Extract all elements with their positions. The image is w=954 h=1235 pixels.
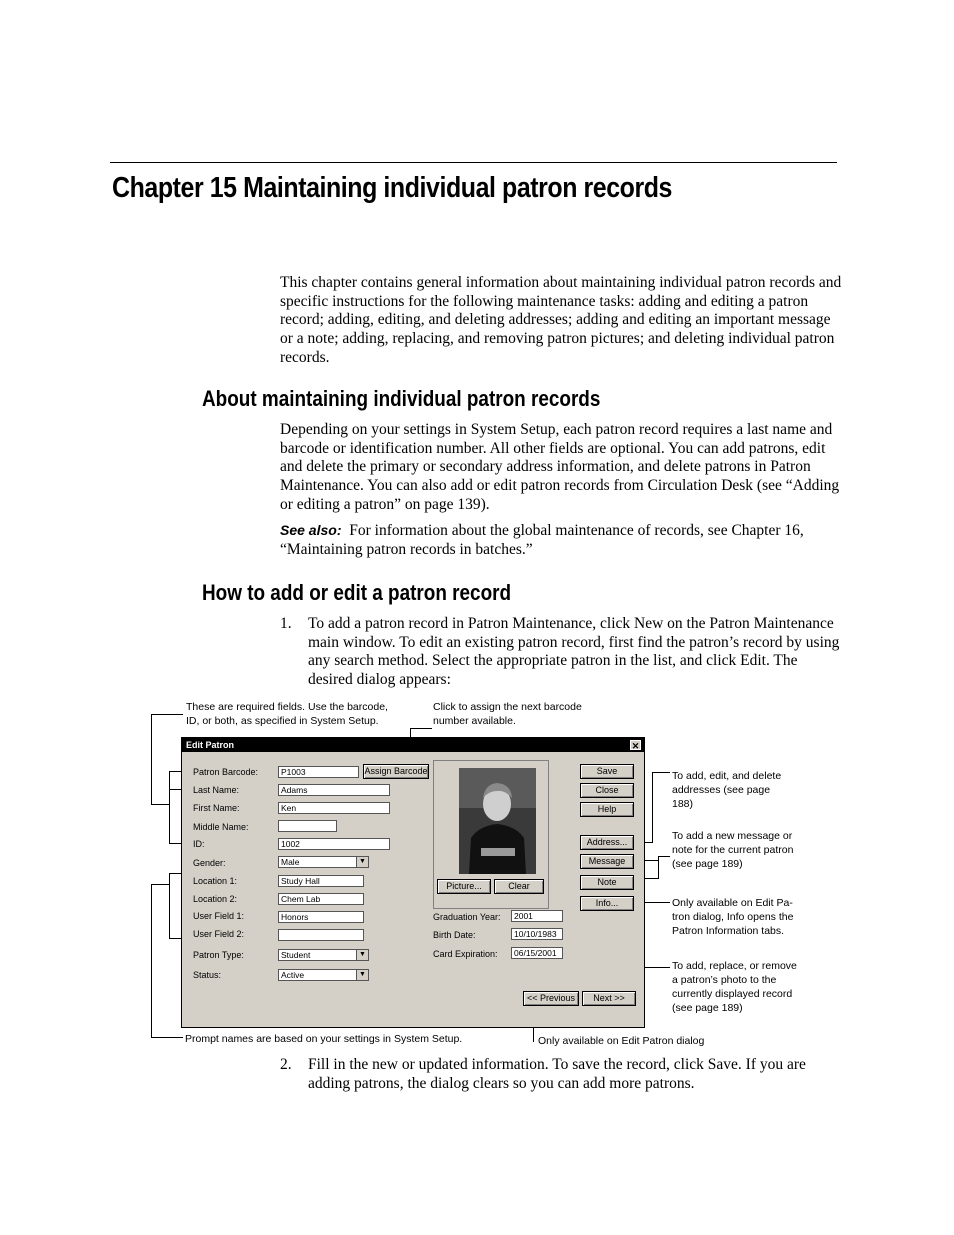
chevron-down-icon[interactable]: ▼	[356, 970, 368, 980]
callout-prompt-names: Prompt names are based on your settings in System Setup.	[185, 1033, 463, 1045]
label-card-expiration: Card Expiration:	[433, 949, 498, 959]
label-user-field-2: User Field 2:	[193, 929, 245, 939]
label-user-field-1: User Field 1:	[193, 911, 245, 921]
label-location-1: Location 1:	[193, 876, 238, 886]
label-birth-date: Birth Date:	[433, 930, 476, 940]
edit-patron-dialog	[181, 737, 645, 1028]
intro-paragraph: This chapter contains general information about maintaining individual patron records and specific instructions for the following maintenance tasks: adding and editing a patron record; adding, editing, and deleting addresses; adding and editing an important message or a note; adding, replacing, and removing patron pictures; and deleting individual patron records.	[280, 274, 842, 366]
label-id: ID:	[193, 839, 205, 849]
leader-line	[151, 714, 183, 715]
save-button[interactable]: Save	[580, 764, 634, 779]
leader-line	[151, 1037, 183, 1038]
leader-line	[151, 714, 152, 804]
label-patron-barcode: Patron Barcode:	[193, 767, 259, 777]
label-status: Status:	[193, 970, 222, 980]
callout-assign-barcode: Click to assign the next barcode number available.	[433, 701, 582, 727]
patron-photo	[459, 768, 536, 874]
label-first-name: First Name:	[193, 803, 240, 813]
info-button[interactable]: Info...	[580, 896, 634, 911]
leader-line	[169, 771, 170, 843]
user-field-2-input[interactable]	[278, 929, 364, 941]
user-field-1-input[interactable]: Honors	[278, 911, 364, 923]
see-also-label: See also:	[280, 522, 342, 538]
previous-button[interactable]: << Previous	[523, 991, 579, 1006]
patron-type-select[interactable]	[278, 949, 369, 961]
location-2-input[interactable]: Chem Lab	[278, 893, 364, 905]
patron-photo-image	[459, 768, 536, 874]
callout-address: To add, edit, and delete addresses (see page 188)	[672, 770, 782, 810]
close-icon[interactable]: ✕	[631, 741, 640, 751]
status-select[interactable]	[278, 969, 369, 981]
leader-line	[169, 873, 170, 938]
leader-line	[151, 884, 170, 885]
label-graduation-year: Graduation Year:	[433, 912, 501, 922]
status-value: Active	[281, 970, 305, 980]
label-middle-name: Middle Name:	[193, 822, 249, 832]
middle-name-input[interactable]	[278, 820, 337, 832]
message-button[interactable]: Message	[580, 854, 634, 869]
label-location-2: Location 2:	[193, 894, 238, 904]
leader-line	[658, 856, 670, 857]
step-number: 1.	[280, 615, 292, 632]
chapter-rule	[110, 162, 837, 163]
leader-line	[151, 804, 170, 805]
label-patron-type: Patron Type:	[193, 950, 244, 960]
callout-required-fields: These are required fields. Use the barcode, ID, or both, as specified in System Setup.	[186, 701, 388, 727]
label-gender: Gender:	[193, 858, 226, 868]
assign-barcode-button[interactable]: Assign Barcode	[363, 764, 429, 779]
callout-message: To add a new message or note for the current patron (see page 189)	[672, 830, 794, 870]
picture-button[interactable]: Picture...	[437, 879, 491, 894]
gender-value: Male	[281, 857, 300, 867]
step-number: 2.	[280, 1056, 292, 1073]
section-heading-about: About maintaining individual patron records	[202, 386, 601, 411]
birth-date-input[interactable]: 10/10/1983	[511, 928, 563, 940]
about-paragraph: Depending on your settings in System Setup, each patron record requires a last name and barcode or identification number. All other fields are optional. You can add patrons, edit and delete the primary or secondary address information, and delete patrons in Patron Maintenance. You can also add or edit patron records from Circulation Desk (see “Adding or editing a patron” on page 139).	[280, 421, 840, 513]
see-also-text: For information about the global maintenance of records, see Chapter 16, “Maintaining patron records in batches.”	[280, 522, 804, 558]
callout-edit-only: Only available on Edit Patron dialog	[538, 1035, 705, 1047]
id-input[interactable]: 1002	[278, 838, 390, 850]
callout-info: Only available on Edit Pa-tron dialog, Info opens the Patron Information tabs.	[672, 897, 794, 937]
location-1-input[interactable]: Study Hall	[278, 875, 364, 887]
dialog-titlebar	[182, 738, 644, 752]
see-also-paragraph	[280, 521, 842, 559]
close-button[interactable]: Close	[580, 783, 634, 798]
clear-button[interactable]: Clear	[494, 879, 544, 894]
leader-line	[652, 772, 670, 773]
dialog-title: Edit Patron	[186, 740, 235, 750]
chapter-title: Chapter 15 Maintaining individual patron records	[112, 172, 672, 204]
callout-picture: To add, replace, or remove a patron’s photo to the currently displayed record (see page 189)	[672, 960, 797, 1014]
leader-line	[652, 772, 653, 842]
gender-select[interactable]	[278, 856, 369, 868]
patron-type-value: Student	[281, 950, 311, 960]
leader-line	[151, 884, 152, 1037]
first-name-input[interactable]: Ken	[278, 802, 390, 814]
leader-line	[410, 728, 432, 729]
graduation-year-input[interactable]: 2001	[511, 910, 563, 922]
label-last-name: Last Name:	[193, 785, 240, 795]
chevron-down-icon[interactable]: ▼	[356, 857, 368, 867]
card-expiration-input[interactable]: 06/15/2001	[511, 947, 563, 959]
help-button[interactable]: Help	[580, 802, 634, 817]
last-name-input[interactable]: Adams	[278, 784, 390, 796]
step-text: Fill in the new or updated information. To save the record, click Save. If you are adding patrons, the dialog clears so you can add more patrons.	[308, 1056, 806, 1092]
leader-line	[658, 856, 659, 878]
note-button[interactable]: Note	[580, 875, 634, 890]
chevron-down-icon[interactable]: ▼	[356, 950, 368, 960]
next-button[interactable]: Next >>	[582, 991, 636, 1006]
section-heading-how-to: How to add or edit a patron record	[202, 580, 512, 605]
step-text: To add a patron record in Patron Maintenance, click New on the Patron Maintenance main window. To edit an existing patron record, first find the patron’s record by using any search method. Select the appropriate patron in the list, and click Edit. The desired dialog appears:	[308, 615, 840, 689]
patron-barcode-input[interactable]: P1003	[278, 766, 359, 778]
address-button[interactable]: Address...	[580, 835, 634, 850]
